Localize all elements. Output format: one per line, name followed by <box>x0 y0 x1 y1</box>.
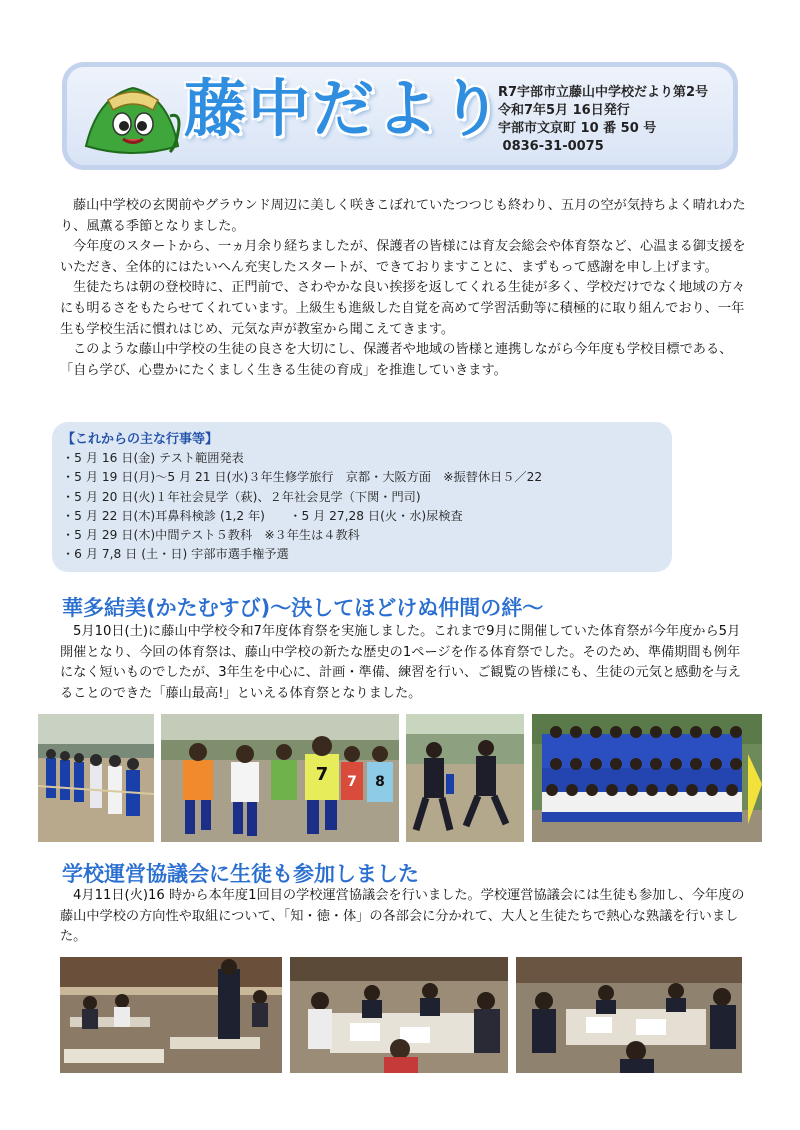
header-info-line: 宇部市文京町 10 番 50 号 <box>498 121 657 136</box>
section-body-sports-festival <box>60 622 750 704</box>
photo-dance <box>406 714 524 842</box>
bib-number: 8 <box>375 774 385 790</box>
header-info-line: R7宇部市立藤山中学校だより第2号 <box>498 85 709 100</box>
bib-number: 7 <box>315 764 329 785</box>
mascot-icon <box>78 76 188 160</box>
header-info-line: 0836-31-0075 <box>498 139 604 154</box>
event-item: ・5 月 29 日(木)中間テスト５教科 ※３年生は４教科 <box>62 528 360 543</box>
intro-paragraph: 藤山中学校の玄関前やグラウンド周辺に美しく咲きこぼれていたつつじも終わり、五月の空が気持ちよく晴れわたり、風薫る季節となりました。 <box>60 198 746 234</box>
header-info-line: 令和7年5月 16日発行 <box>498 103 630 118</box>
event-item: ・5 月 16 日(金) テスト範囲発表 <box>62 451 244 465</box>
photo-tug-of-war <box>38 714 154 842</box>
photo-group <box>532 714 762 842</box>
section-paragraph: 4月11日(火)16 時から本年度1回目の学校運営協議会を行いました。学校運営協議会には生徒も参加し、今年度の藤山中学校の方向性や取組について、「知・徳・体」の各部会に分かれて、大人と生徒たちで熱心な熟議を行いました。 <box>60 888 745 945</box>
photo-council-group-work <box>516 957 742 1073</box>
events-title: 【これからの主な行事等】 <box>62 432 219 447</box>
page-title: 藤中だより <box>184 72 505 145</box>
section-heading-sports-festival: 華多結美(かたむすび)～決してほどけぬ仲間の絆～ <box>62 596 544 620</box>
intro-paragraph: 生徒たちは朝の登校時に、正門前で、さわやかな良い挨拶を返してくれる生徒が多く、学校だけでなく地域の方々にも明るさをもたらせてくれています。上級生も進級した自覚を高めて学習活動等に積極的に取り組んでおり、一年生も学校生活に慣れはじめ、元気な声が教室から聞こえてきます。 <box>60 280 746 337</box>
event-item: ・5 月 20 日(火)１年社会見学（萩)、２年社会見学（下関・門司) <box>62 489 421 504</box>
bib-number: 7 <box>347 774 357 790</box>
section-body-school-council <box>60 886 750 948</box>
event-item: ・5 月 19 日(月)～5 月 21 日(水)３年生修学旅行 京都・大阪方面 ※振替休日５／22 <box>62 470 543 485</box>
photo-relay-race <box>161 714 399 842</box>
event-item: ・5 月 22 日(木)耳鼻科検診 (1,2 年) ・5 月 27,28 日(火・水)尿検査 <box>62 508 463 523</box>
section-paragraph: 5月10日(土)に藤山中学校令和7年度体育祭を実施しました。これまで9月に開催していた体育祭が今年度から5月開催となり、今回の体育祭は、藤山中学校の新たな歴史の1ページを作る体育祭でした。そのため、準備期間も例年になく短いものでしたが、3年生を中心に、計画・準備、練習を行い、ご観覧の皆様にも、生徒の元気と感動を与えることのできた「藤山最高!」といえる体育祭となりました。 <box>60 624 741 701</box>
section-heading-school-council: 学校運営協議会に生徒も参加しました <box>62 862 419 886</box>
photo-council-library <box>60 957 282 1073</box>
intro-paragraph: 今年度のスタートから、一ヵ月余り経ちましたが、保護者の皆様には育友会総会や体育祭など、心温まる御支援をいただき、全体的にはたいへん充実したスタートが、できておりますことに、まずもって感謝を申し上げます。 <box>60 239 746 275</box>
header-info <box>498 84 708 156</box>
intro-paragraph: このような藤山中学校の生徒の良さを大切にし、保護者や地域の皆様と連携しながら今年度も学校目標である、「自ら学び、心豊かにたくましく生きる生徒の育成」を推進していきます。 <box>60 342 733 378</box>
photo-council-discussion <box>290 957 508 1073</box>
intro-text <box>60 196 750 381</box>
events-list <box>62 449 542 565</box>
event-item: ・6 月 7,8 日 (土・日) 宇部市選手権予選 <box>62 547 289 562</box>
